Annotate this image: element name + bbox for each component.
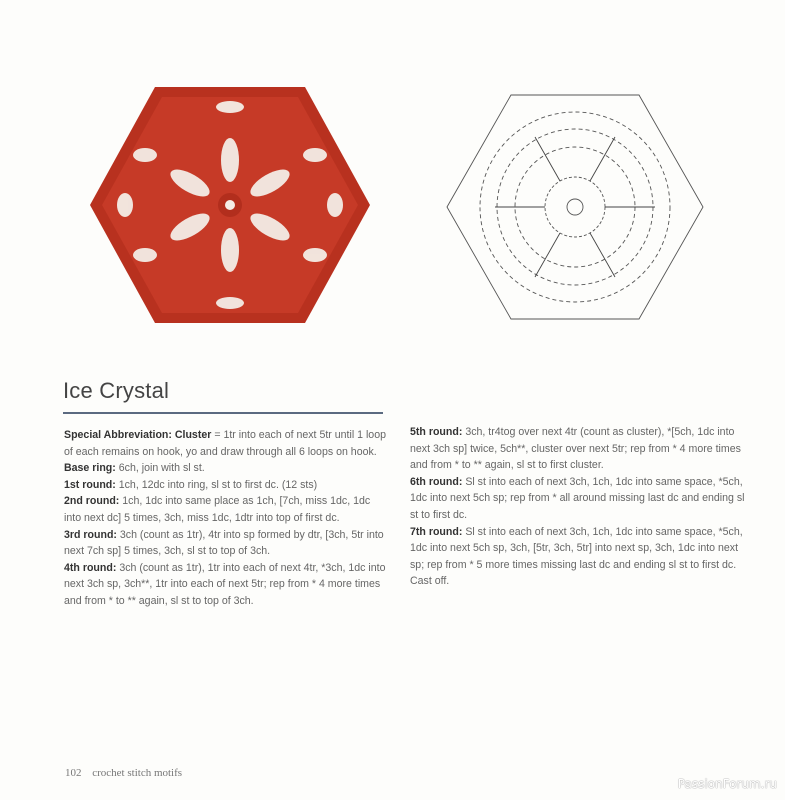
instructions-right-column xyxy=(410,424,745,590)
cast-off: Cast off. xyxy=(410,575,450,588)
title-divider xyxy=(63,412,383,414)
motif-photo xyxy=(80,75,380,335)
round-4: 4th round: 3ch (count as 1tr), 1tr into each of next 4tr, *3ch, 1dc into next 3ch sp, 3ch**, 1tr into each of next 5tr; rep from * 4 more times and from * to ** again, sl st to top of 3ch. xyxy=(64,561,386,607)
base-ring: Base ring: 6ch, join with sl st. xyxy=(64,462,205,475)
round-5: 5th round: 3ch, tr4tog over next 4tr (count as cluster), *[5ch, 1dc into next 3ch sp] twice, 5ch**, cluster over next 5tr; rep from * 4 more times and from * to ** again, sl st to first cluster. xyxy=(410,426,741,472)
instructions-left-column xyxy=(64,427,389,610)
round-3: 3rd round: 3ch (count as 1tr), 4tr into sp formed by dtr, [3ch, 5tr into next 7ch sp] 5 times, 3ch, sl st to top of 3ch. xyxy=(64,528,384,558)
round-1: 1st round: 1ch, 12dc into ring, sl st to first dc. (12 sts) xyxy=(64,478,318,491)
round-6: 6th round: Sl st into each of next 3ch, 1ch, 1dc into same space, *5ch, 1dc into next 5ch sp; rep from * all around missing last dc and ending sl st to first dc. xyxy=(410,475,745,521)
page-footer xyxy=(65,767,182,779)
page-number: 102 xyxy=(65,767,82,779)
watermark: PassionForum.ru xyxy=(677,777,777,791)
pattern-title: Ice Crystal xyxy=(63,378,170,403)
crochet-chart-diagram xyxy=(440,88,710,326)
section-name: crochet stitch motifs xyxy=(92,767,183,779)
round-7: 7th round: Sl st into each of next 3ch, 1ch, 1dc into same space, *5ch, 1dc into next 5ch sp, 3ch, [5tr, 3ch, 5tr] into next sp, 3ch, 1dc into next sp; rep from * 5 more times missing last dc and ending sl st to first dc. xyxy=(410,525,743,571)
special-abbreviation: Special Abbreviation: Cluster = 1tr into each of next 5tr until 1 loop of each remains on hook, yo and draw through all 6 loops on hook. xyxy=(64,429,386,458)
round-2: 2nd round: 1ch, 1dc into same place as 1ch, [7ch, miss 1dc, 1dc into next dc] 5 times, 3ch, miss 1dc, 1dtr into top of first dc. xyxy=(64,495,371,524)
